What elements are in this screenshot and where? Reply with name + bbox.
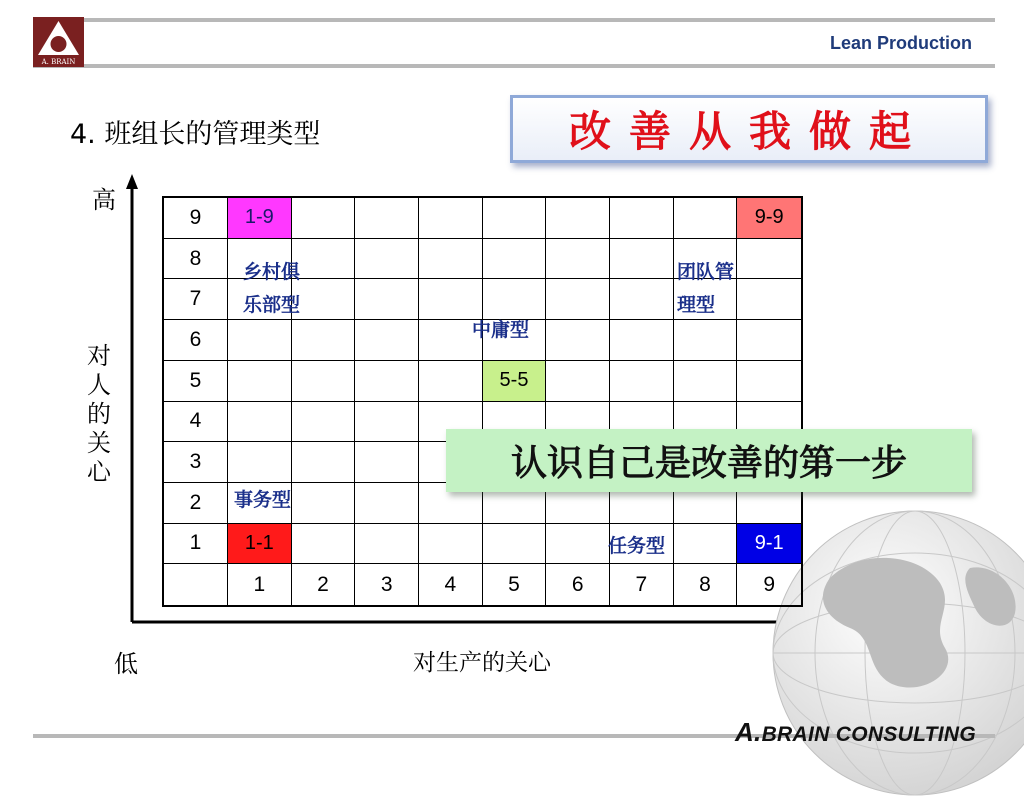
grid-cell bbox=[737, 320, 801, 361]
grid-cell bbox=[546, 524, 610, 565]
grid-cell bbox=[674, 320, 738, 361]
col-label: 4 bbox=[419, 564, 483, 605]
row-label: 9 bbox=[164, 198, 228, 239]
row-label: 2 bbox=[164, 483, 228, 524]
row-label: 1 bbox=[164, 524, 228, 565]
grid-cell bbox=[355, 198, 419, 239]
svg-text:A. BRAIN: A. BRAIN bbox=[41, 58, 76, 66]
grid-cell bbox=[355, 442, 419, 483]
grid-cell bbox=[674, 524, 738, 565]
y-axis-high-label: 高 bbox=[92, 186, 116, 214]
footer-brand-a: A. bbox=[734, 717, 762, 747]
grid-cell bbox=[355, 320, 419, 361]
grid-cell bbox=[546, 198, 610, 239]
grid-cell bbox=[737, 279, 801, 320]
col-label: 6 bbox=[546, 564, 610, 605]
highlight-cell: 1-1 bbox=[228, 524, 292, 565]
grid-cell bbox=[483, 198, 547, 239]
grid-cell bbox=[610, 279, 674, 320]
grid-cell bbox=[292, 198, 356, 239]
callout-box: 认识自己是改善的第一步 bbox=[446, 429, 972, 492]
label-team bbox=[677, 256, 734, 322]
grid-cell bbox=[610, 198, 674, 239]
grid-cell bbox=[292, 483, 356, 524]
grid-cell bbox=[483, 239, 547, 280]
label-country-club bbox=[243, 256, 300, 322]
grid-cell bbox=[292, 402, 356, 443]
grid-cell bbox=[674, 361, 738, 402]
grid-cell bbox=[483, 524, 547, 565]
grid-cell bbox=[546, 279, 610, 320]
grid-cell bbox=[419, 198, 483, 239]
grid-cell bbox=[355, 279, 419, 320]
grid-cell bbox=[546, 320, 610, 361]
y-axis-title: 对人的关心 bbox=[87, 342, 111, 486]
col-label: 3 bbox=[355, 564, 419, 605]
highlight-cell: 9-1 bbox=[737, 524, 801, 565]
row-label: 7 bbox=[164, 279, 228, 320]
label-country-club-line2: 乐部型 bbox=[243, 294, 301, 316]
grid-cell bbox=[355, 524, 419, 565]
footer-brand bbox=[735, 717, 976, 748]
row-label: 6 bbox=[164, 320, 228, 361]
col-label: 1 bbox=[228, 564, 292, 605]
grid-cell bbox=[419, 239, 483, 280]
grid-cell bbox=[610, 239, 674, 280]
grid-cell bbox=[355, 402, 419, 443]
corner-cell bbox=[164, 564, 228, 605]
header-tag: Lean Production bbox=[829, 33, 972, 53]
grid-cell bbox=[228, 442, 292, 483]
label-team-line2: 理型 bbox=[677, 294, 716, 316]
grid-cell bbox=[610, 320, 674, 361]
page-title: 4. 班组长的管理类型 bbox=[70, 119, 321, 150]
label-task: 任务型 bbox=[608, 535, 666, 557]
row-label: 5 bbox=[164, 361, 228, 402]
grid-cell bbox=[228, 320, 292, 361]
grid-cell bbox=[292, 361, 356, 402]
highlight-cell: 5-5 bbox=[483, 361, 547, 402]
col-label: 2 bbox=[292, 564, 356, 605]
axis-low-label: 低 bbox=[114, 650, 138, 678]
row-label: 8 bbox=[164, 239, 228, 280]
grid-cell bbox=[546, 361, 610, 402]
grid-cell bbox=[292, 524, 356, 565]
globe-icon bbox=[770, 508, 1024, 798]
highlight-cell: 1-9 bbox=[228, 198, 292, 239]
row-label: 3 bbox=[164, 442, 228, 483]
footer-brand-rest: BRAIN CONSULTING bbox=[761, 723, 976, 746]
slogan-box: 改善从我做起 bbox=[510, 95, 988, 163]
grid-cell bbox=[292, 239, 356, 280]
grid-cell bbox=[610, 361, 674, 402]
label-team-line1: 团队管 bbox=[677, 261, 735, 283]
grid-cell bbox=[292, 320, 356, 361]
grid-cell bbox=[674, 198, 738, 239]
col-label: 9 bbox=[763, 572, 775, 596]
label-impoverished: 事务型 bbox=[234, 489, 292, 511]
grid-cell bbox=[419, 361, 483, 402]
grid-cell bbox=[355, 361, 419, 402]
x-axis-title: 对生产的关心 bbox=[413, 650, 551, 676]
grid-cell bbox=[292, 279, 356, 320]
col-label: 8 bbox=[674, 564, 738, 605]
col-label: 7 bbox=[610, 564, 674, 605]
grid-cell bbox=[228, 402, 292, 443]
grid-cell bbox=[355, 239, 419, 280]
col-label: 5 bbox=[483, 564, 547, 605]
grid-cell bbox=[355, 483, 419, 524]
row-label: 4 bbox=[164, 402, 228, 443]
grid-cell bbox=[546, 239, 610, 280]
label-middle-road: 中庸型 bbox=[472, 319, 530, 341]
grid-cell bbox=[228, 361, 292, 402]
grid-cell bbox=[292, 442, 356, 483]
grid-cell bbox=[737, 239, 801, 280]
label-country-club-line1: 乡村俱 bbox=[243, 261, 301, 283]
grid-cell bbox=[419, 524, 483, 565]
highlight-cell: 9-9 bbox=[737, 198, 801, 239]
grid-cell bbox=[737, 361, 801, 402]
